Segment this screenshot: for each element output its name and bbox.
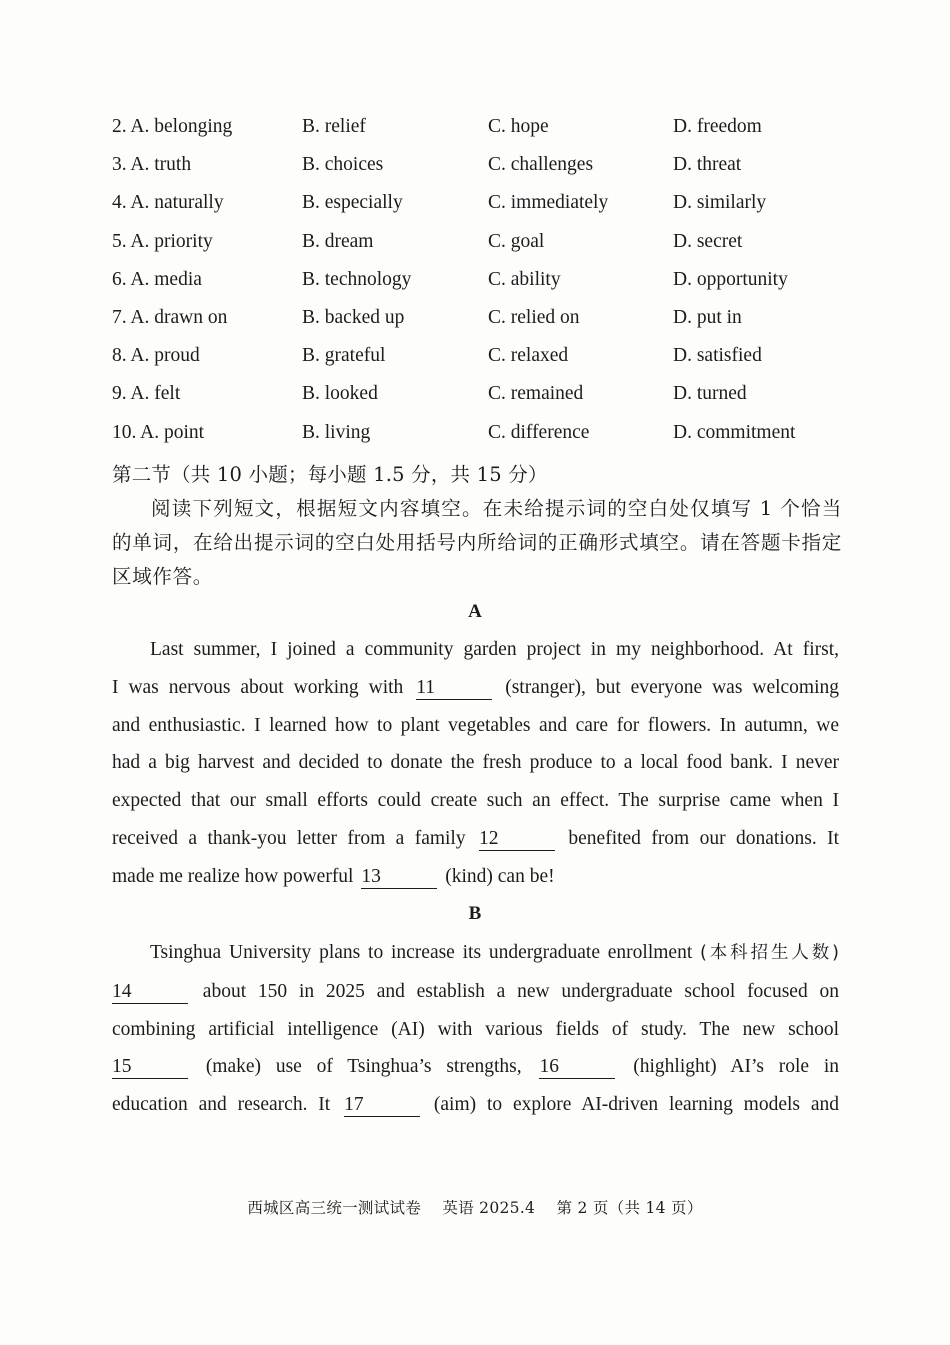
option-row-6 <box>112 261 842 299</box>
option-row-5 <box>112 223 842 261</box>
option-d: D. opportunity <box>673 268 788 290</box>
option-b: B. technology <box>302 268 412 290</box>
text-segment: (aim) to explore AI-driven learning models and <box>433 1094 839 1116</box>
option-c: C. difference <box>488 421 590 443</box>
text-segment: I was nervous about working with <box>112 676 404 698</box>
option-b: B. choices <box>302 154 384 176</box>
text-segment: (highlight) AI’s role in <box>633 1056 840 1078</box>
option-c: C. relied on <box>488 306 580 328</box>
text-segment: (make) use of Tsinghua’s strengths, <box>205 1056 522 1078</box>
passage-line <box>112 973 839 1011</box>
option-b: B. looked <box>302 383 378 405</box>
text-segment: about 150 in 2025 and establish a new undergraduate school focused on <box>202 980 839 1002</box>
passage-line: combining artificial intelligence (AI) with various fields of study. The new school <box>112 1018 839 1040</box>
option-a: 9. A. felt <box>112 383 181 405</box>
footer-exam-name: 西城区高三统一测试试卷 <box>247 1199 422 1217</box>
passage-line <box>112 820 839 858</box>
blank-16: 16 <box>539 1056 615 1079</box>
option-a: 7. A. drawn on <box>112 306 228 328</box>
text-segment: made me realize how powerful <box>112 865 354 887</box>
answer-options-table <box>112 108 842 452</box>
option-b: B. backed up <box>302 306 405 328</box>
passage-line <box>112 1048 839 1086</box>
passage-a <box>112 631 839 896</box>
footer-page-number: 第 2 页（共 14 页） <box>556 1199 703 1217</box>
option-row-2 <box>112 108 842 146</box>
option-a: 10. A. point <box>112 421 205 443</box>
option-row-4 <box>112 184 842 222</box>
passage-line: and enthusiastic. I learned how to plant vegetables and care for flowers. In autumn, we <box>112 714 839 736</box>
section-title: 第二节（共 10 小题；每小题 1.5 分，共 15 分） <box>112 463 548 486</box>
option-c: C. immediately <box>488 192 609 214</box>
option-d: D. satisfied <box>673 345 762 367</box>
text-segment: Tsinghua University plans to increase its undergraduate enrollment <box>150 942 693 963</box>
text-segment: received a thank-you letter from a family <box>112 827 466 849</box>
page-footer <box>0 1196 950 1218</box>
option-b: B. especially <box>302 192 403 214</box>
text-segment: benefited from our donations. It <box>568 827 840 849</box>
option-a: 6. A. media <box>112 268 202 290</box>
option-a: 2. A. belonging <box>112 116 233 137</box>
blank-14: 14 <box>112 981 188 1004</box>
option-a: 4. A. naturally <box>112 192 224 214</box>
passage-line <box>112 1086 839 1124</box>
option-row-3 <box>112 146 842 184</box>
cjk-gloss: (本科招生人数) <box>700 943 840 963</box>
option-d: D. freedom <box>673 116 762 137</box>
option-c: C. goal <box>488 230 545 252</box>
passage-line: Last summer, I joined a community garden project in my neighborhood. At first, <box>150 639 839 660</box>
option-d: D. similarly <box>673 192 767 214</box>
passage-line: had a big harvest and decided to donate the fresh produce to a local food bank. I never <box>112 752 839 774</box>
option-c: C. hope <box>488 116 549 137</box>
passage-line <box>112 934 839 973</box>
option-row-8 <box>112 337 842 375</box>
option-row-9 <box>112 375 842 413</box>
footer-subject: 英语 2025.4 <box>442 1199 536 1217</box>
text-segment: (stranger), but everyone was welcoming <box>505 676 840 698</box>
option-row-10 <box>112 414 842 452</box>
text-segment: (kind) can be! <box>445 865 555 887</box>
blank-13: 13 <box>361 866 437 889</box>
option-a: 8. A. proud <box>112 345 200 367</box>
option-c: C. ability <box>488 268 561 290</box>
blank-11: 11 <box>416 677 492 700</box>
option-d: D. secret <box>673 230 743 252</box>
option-a: 3. A. truth <box>112 154 192 176</box>
option-b: B. grateful <box>302 345 386 367</box>
option-b: B. dream <box>302 230 374 252</box>
blank-15: 15 <box>112 1056 188 1079</box>
blank-17: 17 <box>344 1094 420 1117</box>
option-d: D. put in <box>673 306 742 328</box>
option-a: 5. A. priority <box>112 230 213 252</box>
passage-b-heading: B <box>468 903 482 924</box>
passage-b <box>112 934 839 1124</box>
option-b: B. living <box>302 421 371 443</box>
passage-line: expected that our small efforts could create such an effect. The surprise came when I <box>112 790 839 812</box>
passage-line <box>112 669 839 707</box>
option-b: B. relief <box>302 116 366 137</box>
option-c: C. challenges <box>488 154 594 176</box>
section-instructions: 阅读下列短文，根据短文内容填空。在未给提示词的空白处仅填写 1 个恰当的单词，在给出提示词的空白处用括号内所给词的正确形式填空。请在答题卡指定区域作答。 <box>112 497 842 588</box>
blank-12: 12 <box>479 828 555 851</box>
option-d: D. threat <box>673 154 742 176</box>
option-c: C. relaxed <box>488 345 569 367</box>
option-d: D. turned <box>673 383 747 405</box>
passage-a-heading: A <box>468 601 482 622</box>
passage-line <box>112 858 839 896</box>
text-segment: education and research. It <box>112 1094 331 1116</box>
option-c: C. remained <box>488 383 584 405</box>
option-row-7 <box>112 299 842 337</box>
option-d: D. commitment <box>673 421 796 443</box>
